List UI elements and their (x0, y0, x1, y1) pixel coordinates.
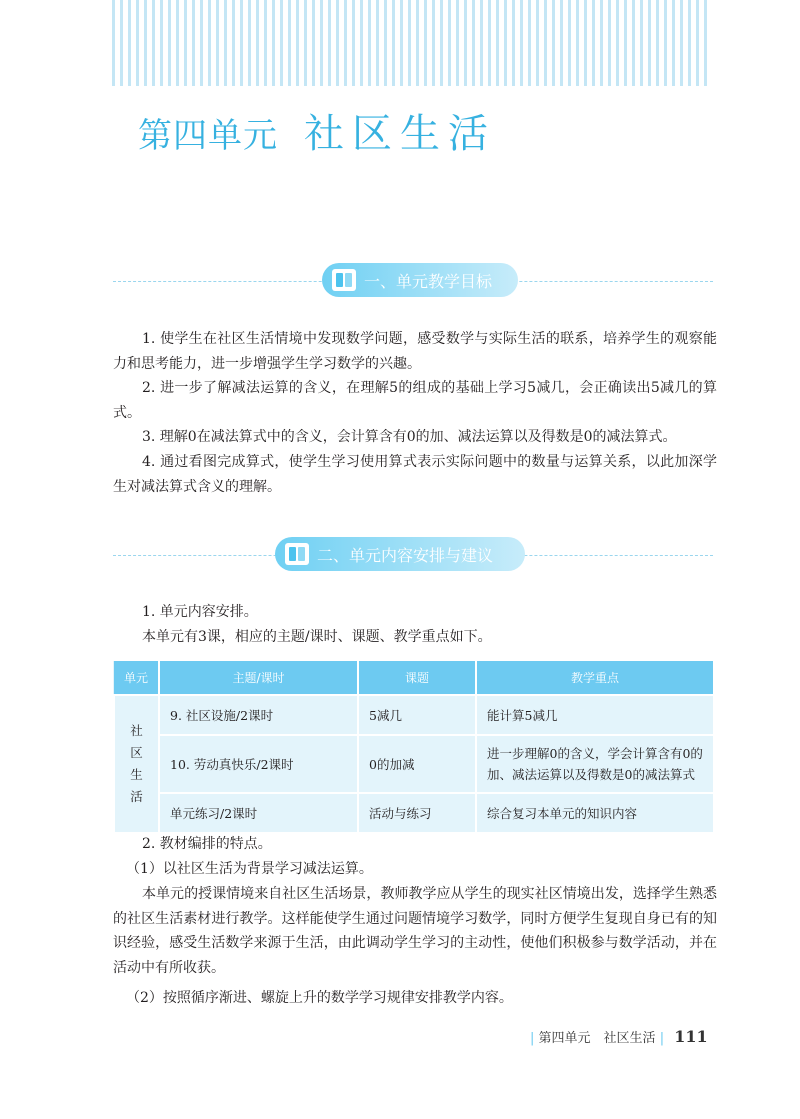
header-lesson: 课题 (358, 661, 476, 695)
table-header-row (114, 661, 714, 695)
table-row (114, 735, 714, 793)
table-intro: 本单元有3课，相应的主题/课时、课题、教学重点如下。 (142, 629, 492, 645)
lesson-cell: 活动与练习 (358, 793, 476, 833)
header-unit: 单元 (114, 661, 159, 695)
section-1-heading (113, 263, 713, 299)
page-footer (530, 1027, 708, 1046)
section-2-title: 二、单元内容安排与建议 (317, 545, 494, 565)
header-decoration-stripes (112, 0, 712, 86)
topic-cell: 单元练习/2课时 (159, 793, 358, 833)
feature-paragraph: 本单元的授课情境来自社区生活场景，教师教学应从学生的现实社区情境出发，选择学生熟悉的社区生活素材进行教学。这样能使学生通过问题情境学习数学，同时方便学生复现自身已有的知识经验，感受生活数学来源于生活，由此调动学生学习的主动性，使他们积极参与数学活动，并在活动中有所收获。 (113, 886, 717, 976)
book-icon (332, 269, 356, 291)
section-2-pill (275, 537, 525, 571)
footer-divider: | (530, 1031, 535, 1046)
unit-label: 第四单元 (138, 116, 278, 156)
header-topic: 主题/课时 (159, 661, 358, 695)
focus-cell: 进一步理解0的含义，学会计算含有0的加、减法运算以及得数是0的减法算式 (476, 735, 714, 793)
feature-subheading-2: （2）按照循序渐进、螺旋上升的数学学习规律安排教学内容。 (126, 990, 513, 1006)
lesson-plan-table (113, 661, 715, 834)
goal-paragraph-2: 2. 进一步了解减法运算的含义，在理解5的组成的基础上学习5减几，会正确读出5减几的算式。 (113, 380, 717, 421)
goal-paragraph-1: 1. 使学生在社区生活情境中发现数学问题，感受数学与实际生活的联系，培养学生的观察能力和思考能力，进一步增强学生学习数学的兴趣。 (113, 331, 717, 372)
footer-divider: | (659, 1031, 665, 1046)
goal-paragraph-3: 3. 理解0在减法算式中的含义，会计算含有0的加、减法运算以及得数是0的减法算式。 (142, 429, 677, 445)
focus-cell: 能计算5减几 (476, 695, 714, 735)
header-focus: 教学重点 (476, 661, 714, 695)
lesson-cell: 5减几 (358, 695, 476, 735)
section-1-pill (322, 263, 518, 297)
content-item-2: 2. 教材编排的特点。 (142, 836, 272, 852)
topic-cell: 10. 劳动真快乐/2课时 (159, 735, 358, 793)
table-row (114, 793, 714, 833)
page-number: 111 (674, 1027, 708, 1046)
unit-name: 社区生活 (304, 111, 496, 157)
table-row (114, 695, 714, 735)
section-2-heading (113, 537, 713, 573)
book-icon (285, 543, 309, 565)
section-1-title: 一、单元教学目标 (364, 271, 493, 291)
feature-subheading-1: （1）以社区生活为背景学习减法运算。 (126, 861, 373, 877)
topic-cell: 9. 社区设施/2课时 (159, 695, 358, 735)
lesson-cell: 0的加减 (358, 735, 476, 793)
running-head: 第四单元 社区生活 (538, 1031, 656, 1046)
goal-paragraph-4: 4. 通过看图完成算式，使学生学习使用算式表示实际问题中的数量与运算关系，以此加深学生对减法算式含义的理解。 (113, 454, 717, 495)
focus-cell: 综合复习本单元的知识内容 (476, 793, 714, 833)
unit-title (138, 102, 496, 159)
content-item-1: 1. 单元内容安排。 (142, 604, 258, 620)
unit-cell: 社区生活 (114, 695, 159, 833)
